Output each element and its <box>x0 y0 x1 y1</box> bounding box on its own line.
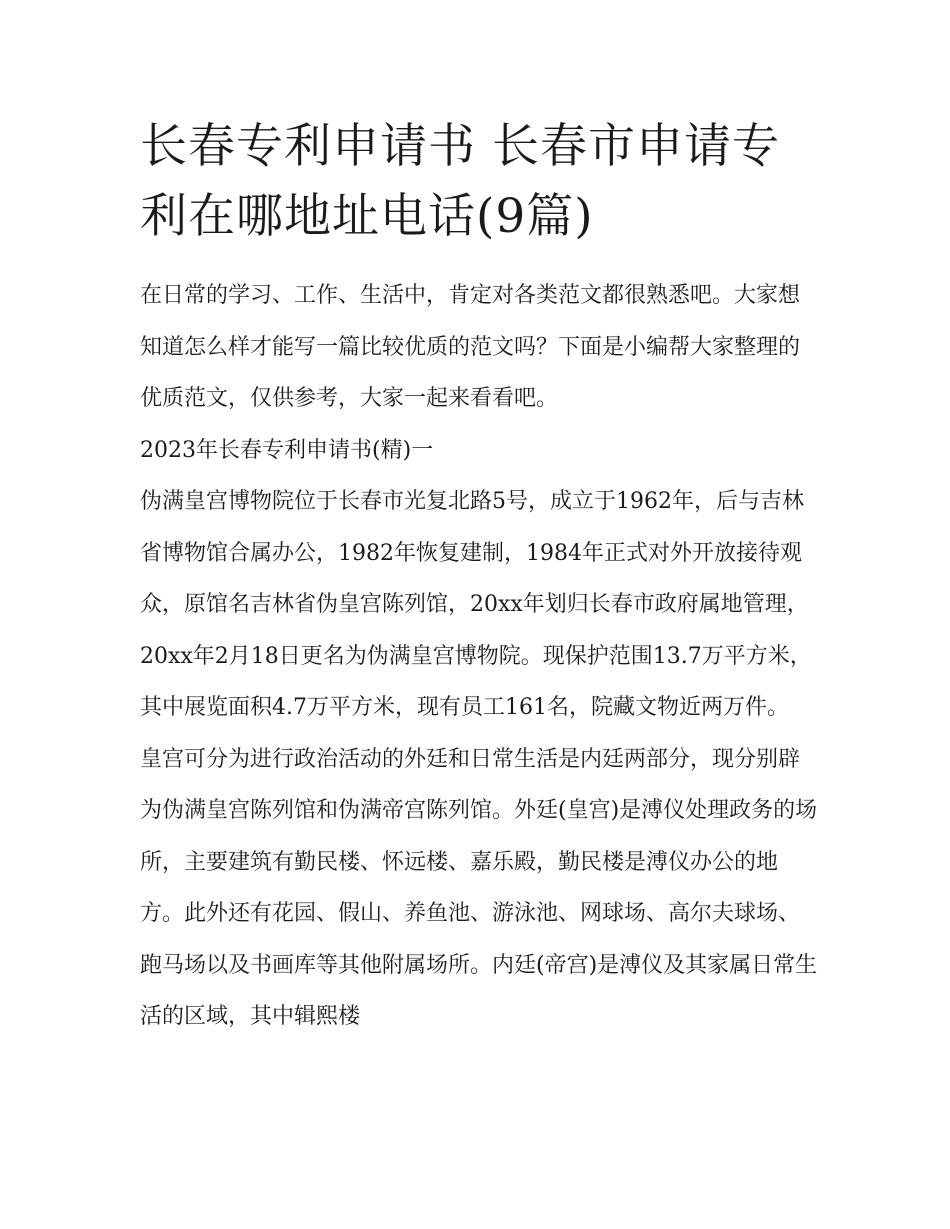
body-paragraph: 皇宫可分为进行政治活动的外廷和日常生活是内廷两部分，现分别辟为伪满皇宫陈列馆和伪满帝宫陈列馆。外廷(皇宫)是溥仪处理政务的场所，主要建筑有勤民楼、怀远楼、嘉乐殿，勤民楼是溥仪办公的地方。此外还有花园、假山、养鱼池、游泳池、网球场、高尔夫球场、跑马场以及书画库等其他附属场所。内廷(帝宫)是溥仪及其家属日常生活的区域，其中辑熙楼 <box>140 746 818 1029</box>
document-title: 长春专利申请书 长春市申请专利在哪地址电话(9篇) <box>140 119 780 244</box>
document-page <box>140 112 820 1043</box>
intro-paragraph: 在日常的学习、工作、生活中，肯定对各类范文都很熟悉吧。大家想知道怎么样才能写一篇比较优质的范文吗？下面是小编帮大家整理的优质范文，仅供参考，大家一起来看看吧。 <box>140 283 801 411</box>
section-heading: 2023年长春专利申请书(精)一 <box>140 437 434 463</box>
body-paragraph: 伪满皇宫博物院位于长春市光复北路5号，成立于1962年，后与吉林省博物馆合属办公，1982年恢复建制，1984年正式对外开放接待观众，原馆名吉林省伪皇宫陈列馆，20xx年划归长春市政府属地管理，20xx年2月18日更名为伪满皇宫博物院。现保护范围13.7万平方米，其中展览面积4.7万平方米，现有员工161名，院藏文物近两万件。 <box>140 489 812 720</box>
